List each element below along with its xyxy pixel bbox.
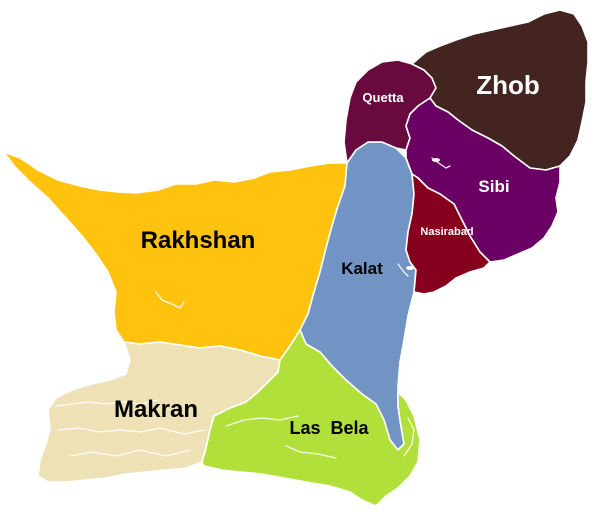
label-kalat: Kalat (341, 259, 383, 278)
label-makran: Makran (113, 396, 199, 423)
label-lasbela: Las Bela (289, 418, 369, 438)
label-rakhshan: Rakhshan (140, 227, 256, 254)
label-sibi: Sibi (478, 177, 510, 196)
lake-kalat (406, 266, 414, 270)
label-quetta: Quetta (362, 90, 404, 105)
label-nasirabad: Nasirabad (420, 226, 474, 238)
region-rakhshan[interactable] (4, 152, 347, 360)
label-zhob: Zhob (476, 70, 540, 100)
lake-sibi (432, 158, 440, 162)
